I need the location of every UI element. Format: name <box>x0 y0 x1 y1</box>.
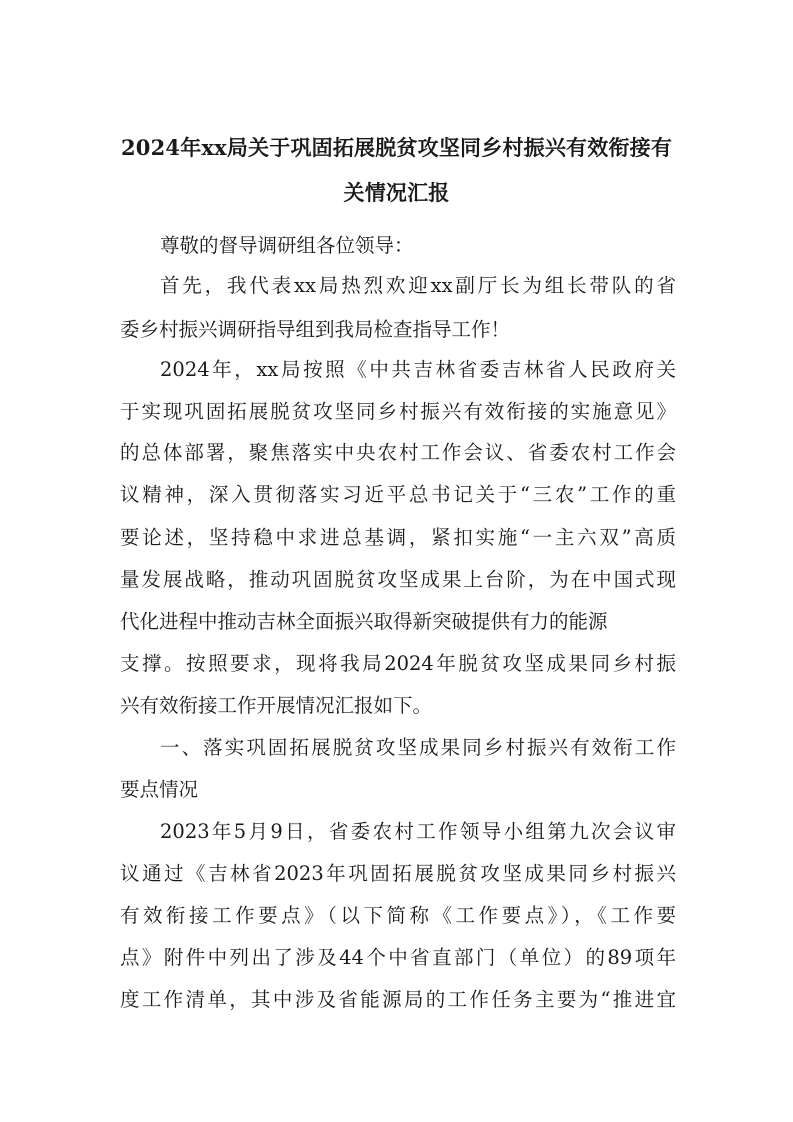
section-heading: 一、落实巩固拓展脱贫攻坚成果同乡村振兴有效衔工作 <box>160 736 676 759</box>
paragraph-line: 议通过《吉林省2023年巩固拓展脱贫攻坚成果同乡村振兴 <box>120 862 676 885</box>
paragraph-line: 2023年5月9日，省委农村工作领导小组第九次会议审 <box>160 820 676 843</box>
paragraph-line: 的总体部署，聚焦落实中央农村工作会议、省委农村工作会 <box>120 441 676 464</box>
paragraph-line: 首先，我代表xx局热烈欢迎xx副厅长为组长带队的省 <box>160 274 676 297</box>
paragraph-line: 委乡村振兴调研指导组到我局检查指导工作！ <box>120 318 511 341</box>
paragraph-line: 度工作清单，其中涉及省能源局的工作任务主要为“推进宜 <box>120 988 676 1011</box>
paragraph-line: 议精神，深入贯彻落实习近平总书记关于“三农”工作的重 <box>120 483 676 506</box>
section-heading-cont: 要点情况 <box>120 778 199 801</box>
paragraph-line: 有效衔接工作要点》（以下简称《工作要点》），《工作要 <box>120 904 676 927</box>
salutation: 尊敬的督导调研组各位领导： <box>160 234 414 257</box>
paragraph-line: 支撑。按照要求，现将我局2024年脱贫攻坚成果同乡村振 <box>120 652 676 675</box>
paragraph-line: 量发展战略，推动巩固脱贫攻坚成果上台阶，为在中国式现 <box>120 568 676 591</box>
paragraph-line: 代化进程中推动吉林全面振兴取得新突破提供有力的能源 <box>120 610 608 633</box>
paragraph-line: 于实现巩固拓展脱贫攻坚同乡村振兴有效衔接的实施意见》 <box>120 400 676 423</box>
paragraph-line: 兴有效衔接工作开展情况汇报如下。 <box>120 694 433 717</box>
document-title-line-1: 2024年xx局关于巩固拓展脱贫攻坚同乡村振兴有效衔接有 <box>120 135 673 160</box>
document-title-line-2: 关情况汇报 <box>343 180 450 205</box>
paragraph-line: 2024年，xx局按照《中共吉林省委吉林省人民政府关 <box>160 358 676 381</box>
paragraph-line: 点》附件中列出了涉及44个中省直部门（单位）的89项年 <box>120 946 676 969</box>
paragraph-line: 要论述，坚持稳中求进总基调，紧扣实施“一主六双”高质 <box>120 526 676 549</box>
